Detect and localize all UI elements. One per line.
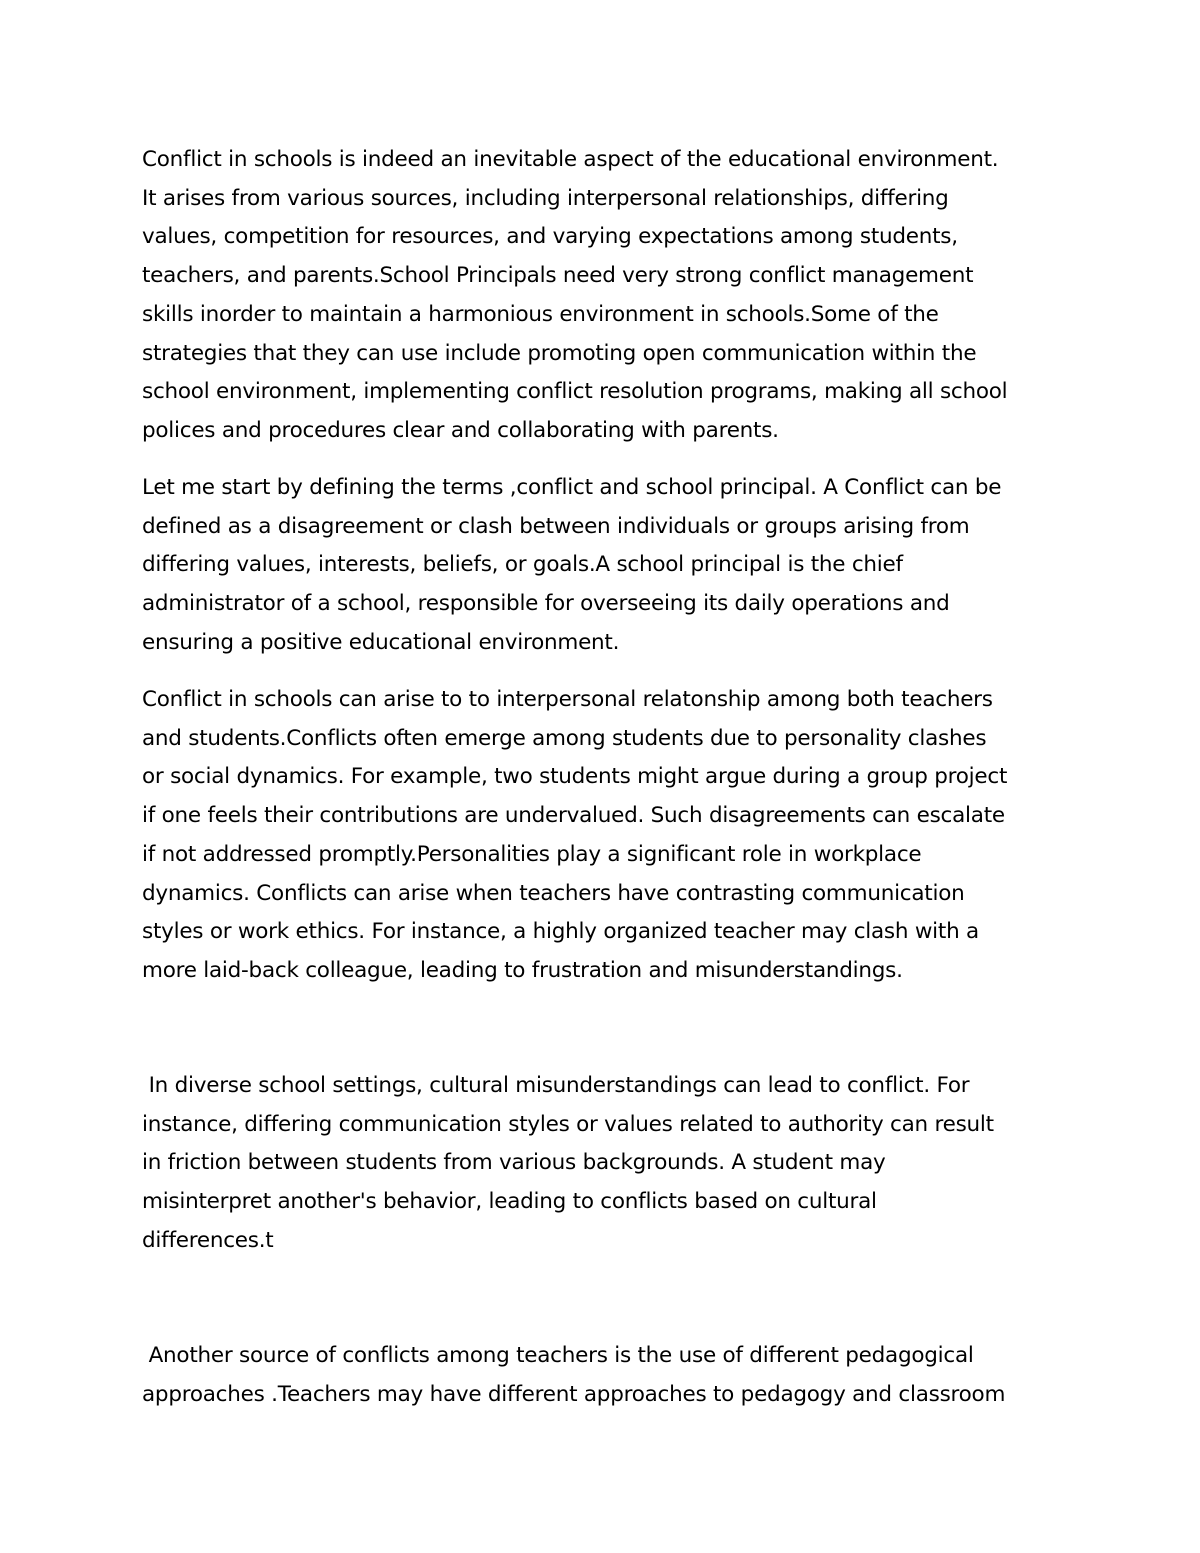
paragraph-line: polices and procedures clear and collaborating with parents. (142, 417, 779, 443)
paragraph-line: misinterpret another's behavior, leading to conflicts based on cultural (142, 1189, 877, 1215)
paragraph-line: and students.Conflicts often emerge among students due to personality clashes (142, 725, 987, 751)
paragraph-line: in friction between students from various backgrounds. A student may (142, 1150, 886, 1176)
paragraph-line: defined as a disagreement or clash between individuals or groups arising from (142, 513, 970, 539)
paragraph-line: teachers, and parents.School Principals need very strong conflict management (142, 263, 974, 289)
paragraph-line: administrator of a school, responsible for overseeing its daily operations and (142, 591, 950, 617)
paragraph-line: Let me start by defining the terms ,conflict and school principal. A Conflict can be (142, 475, 1002, 500)
paragraph-line: dynamics. Conflicts can arise when teachers have contrasting communication (142, 880, 965, 906)
paragraph-line: or social dynamics. For example, two students might argue during a group project (142, 764, 1008, 790)
paragraph-3 (142, 681, 1072, 991)
paragraph-2 (142, 469, 1072, 663)
paragraph-5 (142, 1337, 1072, 1414)
paragraph-line: styles or work ethics. For instance, a highly organized teacher may clash with a (142, 919, 979, 945)
paragraph-4 (142, 1067, 1072, 1261)
paragraph-line: skills inorder to maintain a harmonious environment in schools.Some of the (142, 301, 939, 327)
paragraph-line: if one feels their contributions are undervalued. Such disagreements can escalate (142, 803, 1005, 829)
paragraph-line: school environment, implementing conflict resolution programs, making all school (142, 379, 1008, 405)
paragraph-line: Conflict in schools is indeed an inevitable aspect of the educational environment. (142, 147, 999, 172)
paragraph-line: ensuring a positive educational environment. (142, 629, 620, 655)
paragraph-line: It arises from various sources, including interpersonal relationships, differing (142, 185, 949, 211)
paragraph-line: Conflict in schools can arise to to interpersonal relatonship among both teachers (142, 687, 993, 712)
paragraph-line: differing values, interests, beliefs, or goals.A school principal is the chief (142, 552, 903, 578)
paragraph-line: values, competition for resources, and varying expectations among students, (142, 224, 958, 250)
paragraph-line: differences.t (142, 1227, 274, 1253)
paragraph-line: approaches .Teachers may have different approaches to pedagogy and classroom (142, 1381, 1006, 1407)
paragraph-line: if not addressed promptly.Personalities play a significant role in workplace (142, 841, 922, 867)
paragraph-line: Another source of conflicts among teachers is the use of different pedagogical (142, 1343, 974, 1368)
paragraph-line: instance, differing communication styles or values related to authority can result (142, 1111, 994, 1137)
paragraph-line: strategies that they can use include promoting open communication within the (142, 340, 977, 366)
paragraph-line: In diverse school settings, cultural misunderstandings can lead to conflict. For (142, 1073, 970, 1098)
paragraph-line: more laid-back colleague, leading to frustration and misunderstandings. (142, 957, 903, 983)
paragraph-1 (142, 141, 1072, 451)
